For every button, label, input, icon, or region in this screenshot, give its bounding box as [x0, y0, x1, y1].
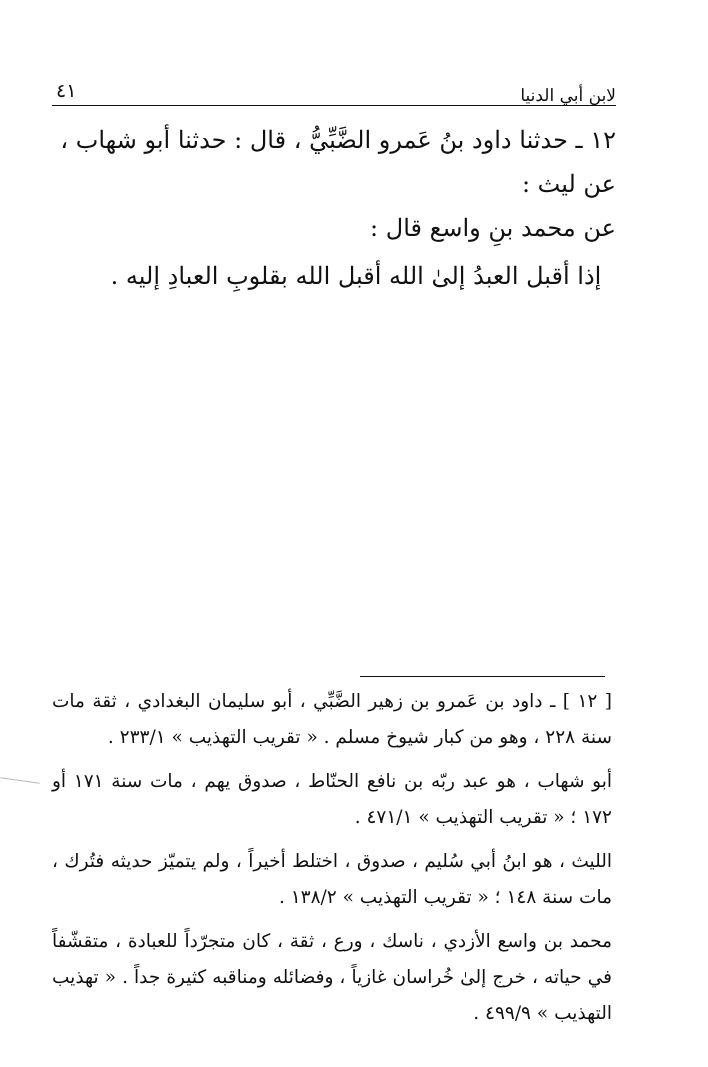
page-number: ٤١ [56, 80, 77, 102]
footnote-rule [360, 676, 605, 677]
footnote-al-layth: الليث ، هو ابنُ أبي سُليم ، صدوق ، اختلط أخيراً ، ولم يتميّز حديثه فتُرك ، مات سنة ١٤٨ ؛ « تقريب التهذيب » ١٣٨/٢ . [52, 851, 612, 908]
running-title: لابن أبي الدنيا [520, 86, 616, 106]
header-rule [52, 105, 616, 106]
hadith-isnad-line-2: عن محمد بنِ واسع قال : [370, 214, 616, 242]
footnotes [52, 684, 612, 1040]
scan-artifact-line [0, 777, 40, 784]
hadith-isnad-line-1: ١٢ ـ حدثنا داود بنُ عَمرو الضَّبِّيُّ ، قال : حدثنا أبو شهاب ، عن ليث : [60, 126, 616, 198]
footnote-abu-shihab: أبو شهاب ، هو عبد ربّه بن نافع الحنّاط ، صدوق يهم ، مات سنة ١٧١ أو ١٧٢ ؛ « تقريب التهذيب » ٤٧١/١ . [52, 771, 612, 828]
hadith-matn: إذا أقبل العبدُ إلىٰ الله أقبل الله بقلوبِ العبادِ إليه . [110, 262, 602, 290]
main-text [56, 118, 616, 298]
page-header [52, 80, 616, 104]
footnote-muhammad-ibn-wasi: محمد بن واسع الأزدي ، ناسك ، ورع ، ثقة ، كان متجرّداً للعبادة ، متقشّفاً في حياته ، خرج إلىٰ خُراسان غازياً ، وفضائله ومناقبه كثيرة جداً . « تهذيب التهذيب » ٤٩٩/٩ . [52, 931, 612, 1024]
footnote-dawud: [ ١٢ ] ـ داود بن عَمرو بن زهير الضَّبِّي ، أبو سليمان البغدادي ، ثقة مات سنة ٢٢٨ ، وهو من كبار شيوخ مسلم . « تقريب التهذيب » ٢٣٣/١ . [52, 691, 612, 748]
